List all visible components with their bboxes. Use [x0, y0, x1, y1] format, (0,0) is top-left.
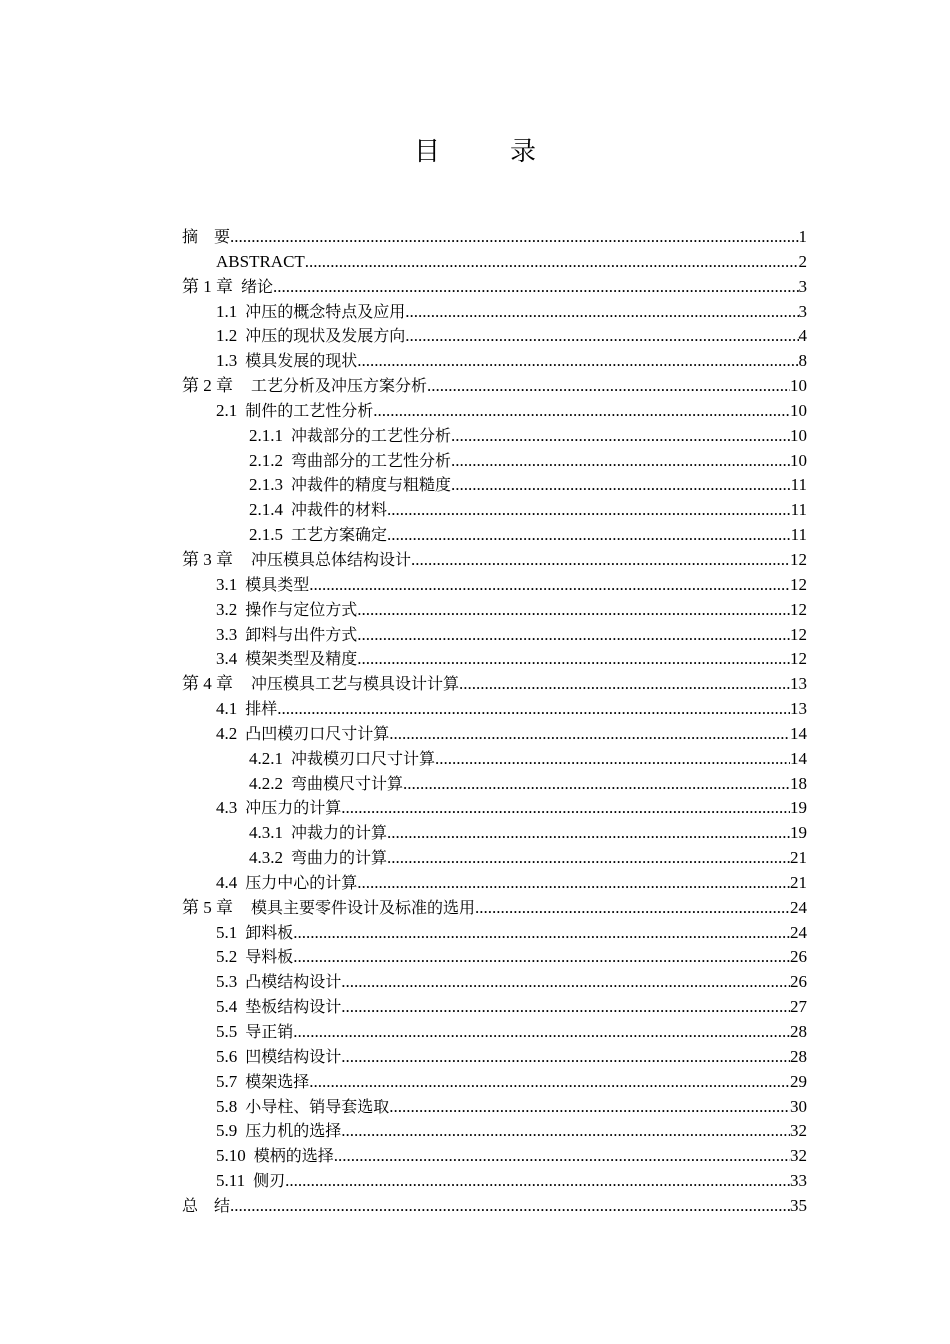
toc-entry-label: [216, 399, 373, 424]
toc-entry-label: [182, 374, 427, 399]
toc-entry-number: 5.7: [216, 1071, 238, 1091]
toc-entry-label: [182, 672, 459, 697]
toc-page-number: 12: [790, 574, 807, 594]
dot-leader: [293, 1020, 790, 1045]
toc-entry-number: 5.9: [216, 1121, 238, 1141]
toc-page-number: 3: [798, 301, 807, 321]
dot-leader: [305, 250, 799, 275]
toc-entry-label: [249, 747, 435, 772]
toc-entry-number: 第 2 章: [182, 376, 233, 396]
toc-page-number: 19: [790, 823, 807, 843]
toc-entry[interactable]: [182, 722, 807, 747]
dot-leader: [357, 623, 790, 648]
dot-leader: [451, 473, 791, 498]
toc-entry-number: 5.6: [216, 1046, 238, 1066]
toc-entry-number: 第 1 章: [182, 276, 233, 296]
toc-entry[interactable]: [182, 275, 807, 300]
toc-page-number: 12: [790, 624, 807, 644]
toc-page-number: 3: [798, 276, 807, 296]
toc-page-number: 21: [790, 872, 807, 892]
dot-leader: [341, 970, 790, 995]
toc-page-number: 2: [798, 251, 807, 271]
toc-entry[interactable]: [182, 1144, 807, 1169]
toc-entry-number: 5.3: [216, 972, 238, 992]
toc-entry[interactable]: [182, 623, 807, 648]
toc-entry-title: 冲裁力的计算: [291, 823, 388, 843]
toc-entry-label: [216, 647, 357, 672]
toc-entry-title: 卸料与出件方式: [245, 624, 358, 644]
toc-entry-label: [216, 697, 277, 722]
toc-page-number: 24: [790, 897, 807, 917]
toc-entry-title: 小导柱、销导套选取: [245, 1096, 390, 1116]
dot-leader: [451, 449, 790, 474]
toc-entry[interactable]: [182, 324, 807, 349]
toc-entry-number: 5.5: [216, 1022, 238, 1041]
toc-page-number: 27: [790, 997, 807, 1017]
toc-entry-number: 5.1: [216, 922, 238, 942]
toc-entry-number: 4.3.1: [249, 823, 283, 843]
toc-entry[interactable]: [182, 1020, 807, 1045]
toc-entry[interactable]: [182, 747, 807, 772]
toc-entry-title: 模具发展的现状: [245, 351, 358, 371]
dot-leader: [405, 324, 798, 349]
toc-entry-title: 工艺方案确定: [291, 525, 388, 545]
toc-entry-label: [249, 821, 387, 846]
toc-entry-title: 总 结: [182, 1195, 231, 1215]
toc-page-number: 4: [798, 326, 807, 346]
toc-entry-title: 操作与定位方式: [245, 599, 358, 619]
toc-entry[interactable]: [182, 995, 807, 1020]
toc-page-number: 10: [790, 425, 807, 445]
dot-leader: [387, 821, 790, 846]
toc-entry[interactable]: [182, 1070, 807, 1095]
toc-entry-label: [216, 300, 405, 325]
toc-page-number: 14: [790, 723, 807, 743]
toc-entry-label: [249, 772, 403, 797]
toc-entry-title: 冲裁件的精度与粗糙度: [291, 475, 452, 495]
toc-entry-label: [216, 945, 293, 970]
toc-entry-number: 4.2.2: [249, 773, 283, 793]
toc-page-number: 21: [790, 848, 807, 868]
toc-entry-number: 2.1.3: [249, 475, 283, 495]
toc-entry-title: 冲裁部分的工艺性分析: [291, 425, 452, 445]
toc-entry-label: [249, 424, 451, 449]
toc-entry-label: [216, 598, 357, 623]
toc-entry[interactable]: [182, 399, 807, 424]
toc-entry-number: 4.2: [216, 723, 238, 743]
toc-page-number: 14: [790, 748, 807, 768]
toc-entry-title: 模具类型: [245, 574, 310, 594]
dot-leader: [459, 672, 790, 697]
toc-entry[interactable]: [182, 921, 807, 946]
toc-entry-title: 卸料板: [245, 922, 294, 942]
toc-entry-title: 压力中心的计算: [245, 872, 358, 892]
toc-page-number: 29: [790, 1071, 807, 1091]
toc-entry-label: [216, 573, 309, 598]
toc-entry-number: 2.1: [216, 400, 238, 420]
dot-leader: [293, 945, 790, 970]
toc-entry-number: 3.3: [216, 624, 238, 644]
dot-leader: [387, 498, 791, 523]
toc-entry-label: [249, 473, 451, 498]
dot-leader: [387, 846, 790, 871]
toc-entry-label: [216, 970, 341, 995]
toc-entry-title: 摘 要: [182, 227, 231, 246]
toc-entry-number: 第 3 章: [182, 549, 233, 569]
toc-entry[interactable]: [182, 1119, 807, 1144]
dot-leader: [293, 921, 790, 946]
toc-entry-label: [216, 995, 341, 1020]
toc-entry-title: 排样: [245, 699, 278, 719]
toc-entry-label: [216, 722, 389, 747]
toc-entry[interactable]: [182, 225, 807, 250]
toc-page-number: 26: [790, 947, 807, 967]
toc-entry-number: 5.8: [216, 1096, 238, 1116]
toc-entry[interactable]: [182, 846, 807, 871]
toc-page-number: 33: [790, 1171, 807, 1191]
dot-leader: [357, 647, 790, 672]
dot-leader: [230, 225, 798, 250]
toc-entry-number: 3.1: [216, 574, 238, 594]
toc-entry-label: [216, 250, 305, 275]
toc-entry-title: 导料板: [245, 947, 294, 967]
dot-leader: [387, 523, 791, 548]
toc-entry-title: 冲压模具工艺与模具设计计算: [251, 674, 460, 694]
toc-entry[interactable]: [182, 821, 807, 846]
toc-entry-label: [182, 896, 475, 921]
dot-leader: [277, 697, 790, 722]
toc-entry-number: 4.3: [216, 798, 238, 818]
toc-entry-title: 凸凹模刃口尺寸计算: [245, 723, 390, 743]
toc-page-number: 1: [798, 227, 807, 246]
toc-entry-number: 4.1: [216, 699, 238, 719]
toc-page-number: 11: [790, 500, 807, 520]
toc-page-number: 10: [790, 450, 807, 470]
toc-entry-title: 弯曲模尺寸计算: [291, 773, 404, 793]
toc-page-number: 12: [790, 599, 807, 619]
toc-entry-label: [216, 349, 357, 374]
toc-entry[interactable]: [182, 498, 807, 523]
toc-entry-number: 2.1.5: [249, 525, 283, 545]
toc-entry-label: [182, 275, 273, 300]
toc-entry[interactable]: [182, 1095, 807, 1120]
toc-entry-label: [249, 846, 387, 871]
toc-entry-label: [216, 1020, 293, 1045]
dot-leader: [341, 1119, 790, 1144]
toc-entry-title: 制件的工艺性分析: [245, 400, 374, 420]
toc-page-number: 26: [790, 972, 807, 992]
toc-entry-label: [182, 548, 411, 573]
dot-leader: [405, 300, 798, 325]
dot-leader: [309, 573, 790, 598]
toc-entry-label: [182, 1194, 230, 1219]
toc-entry[interactable]: [182, 772, 807, 797]
toc-entry-number: 3.4: [216, 649, 238, 669]
toc-entry-title: 冲裁模刃口尺寸计算: [291, 748, 436, 768]
toc-entry-label: [216, 1070, 309, 1095]
toc-page-number: 32: [790, 1121, 807, 1141]
dot-leader: [357, 598, 790, 623]
page-title: 目 录: [413, 137, 558, 167]
toc-entry-title: 弯曲力的计算: [291, 848, 388, 868]
toc-entry-title: 侧刃: [253, 1171, 286, 1191]
toc-entry[interactable]: [182, 523, 807, 548]
toc-entry-title: 冲裁件的材料: [291, 500, 388, 520]
toc-entry-title: 冲压的概念特点及应用: [245, 301, 406, 321]
toc-entry-title: 冲压的现状及发展方向: [245, 326, 406, 346]
toc-entry-title: 工艺分析及冲压方案分析: [251, 376, 428, 396]
toc-entry-label: [216, 1119, 341, 1144]
toc-page-number: 35: [790, 1195, 807, 1215]
dot-leader: [411, 548, 790, 573]
dot-leader: [334, 1144, 790, 1169]
toc-page-number: 10: [790, 376, 807, 396]
dot-leader: [403, 772, 790, 797]
toc-entry-number: 5.11: [216, 1171, 246, 1191]
toc-entry[interactable]: [182, 1169, 807, 1194]
dot-leader: [389, 722, 790, 747]
dot-leader: [285, 1169, 790, 1194]
dot-leader: [389, 1095, 790, 1120]
toc-entry[interactable]: [182, 374, 807, 399]
toc-page-number: 8: [798, 351, 807, 371]
toc-entry-number: 4.2.1: [249, 748, 283, 768]
toc-page-number: 28: [790, 1022, 807, 1041]
toc-entry-title: 凸模结构设计: [245, 972, 342, 992]
toc-entry-label: [216, 796, 341, 821]
toc-page-number: 10: [790, 400, 807, 420]
toc-entry[interactable]: [182, 449, 807, 474]
toc-entry-label: [216, 1169, 285, 1194]
toc-entry-title: 模具主要零件设计及标准的选用: [251, 897, 476, 917]
dot-leader: [341, 995, 790, 1020]
toc-entry[interactable]: [182, 349, 807, 374]
toc-page-number: 12: [790, 549, 807, 569]
table-of-contents: [182, 225, 807, 1219]
toc-entry-number: 4.4: [216, 872, 238, 892]
dot-leader: [230, 1194, 790, 1219]
toc-entry-label: [182, 225, 230, 250]
toc-entry-number: 第 5 章: [182, 897, 233, 917]
toc-entry[interactable]: [182, 300, 807, 325]
toc-entry-number: 5.2: [216, 947, 238, 967]
toc-entry-title: 模柄的选择: [253, 1146, 334, 1166]
toc-page-number: 24: [790, 922, 807, 942]
toc-entry-title: 凹模结构设计: [245, 1046, 342, 1066]
toc-page-number: 28: [790, 1046, 807, 1066]
toc-entry-number: 5.4: [216, 997, 238, 1017]
toc-entry-number: 3.2: [216, 599, 238, 619]
toc-entry-title: 绪论: [241, 276, 274, 296]
toc-entry-title: 导正销: [245, 1022, 294, 1041]
toc-entry-title: 冲压模具总体结构设计: [251, 549, 412, 569]
toc-entry[interactable]: [182, 896, 807, 921]
toc-entry-title: 垫板结构设计: [245, 997, 342, 1017]
toc-entry[interactable]: [182, 647, 807, 672]
dot-leader: [373, 399, 790, 424]
toc-entry-number: 1.2: [216, 326, 238, 346]
dot-leader: [435, 747, 790, 772]
toc-entry-label: [216, 871, 357, 896]
dot-leader: [341, 796, 790, 821]
dot-leader: [273, 275, 798, 300]
toc-page-number: 12: [790, 649, 807, 669]
toc-entry-title: 模架选择: [245, 1071, 310, 1091]
toc-entry-number: 1.1: [216, 301, 238, 321]
toc-entry-number: 2.1.1: [249, 425, 283, 445]
dot-leader: [451, 424, 790, 449]
toc-entry-title: ABSTRACT: [216, 251, 305, 271]
toc-entry-label: [216, 1095, 389, 1120]
toc-page-number: 19: [790, 798, 807, 818]
toc-entry-number: 2.1.2: [249, 450, 283, 470]
toc-entry-title: 模架类型及精度: [245, 649, 358, 669]
toc-entry-label: [216, 324, 405, 349]
toc-entry-number: 第 4 章: [182, 674, 233, 694]
toc-entry-number: 2.1.4: [249, 500, 283, 520]
toc-entry-title: 弯曲部分的工艺性分析: [291, 450, 452, 470]
dot-leader: [427, 374, 790, 399]
dot-leader: [341, 1045, 790, 1070]
toc-page-number: 11: [790, 525, 807, 545]
toc-entry-number: 1.3: [216, 351, 238, 371]
dot-leader: [309, 1070, 790, 1095]
toc-entry-label: [216, 623, 357, 648]
toc-page-number: 32: [790, 1146, 807, 1166]
toc-page-number: 18: [790, 773, 807, 793]
toc-entry[interactable]: [182, 473, 807, 498]
toc-entry[interactable]: [182, 1045, 807, 1070]
toc-entry-number: 4.3.2: [249, 848, 283, 868]
toc-page-number: 13: [790, 699, 807, 719]
dot-leader: [357, 871, 790, 896]
toc-entry[interactable]: [182, 796, 807, 821]
dot-leader: [357, 349, 798, 374]
toc-entry-label: [249, 498, 387, 523]
toc-entry[interactable]: [182, 573, 807, 598]
toc-entry-label: [216, 1144, 334, 1169]
toc-entry-title: 冲压力的计算: [245, 798, 342, 818]
toc-entry[interactable]: [182, 672, 807, 697]
toc-entry-number: 5.10: [216, 1146, 246, 1166]
toc-entry-label: [216, 1045, 341, 1070]
toc-entry[interactable]: [182, 945, 807, 970]
toc-entry-title: 压力机的选择: [245, 1121, 342, 1141]
toc-page-number: 30: [790, 1096, 807, 1116]
toc-entry[interactable]: [182, 548, 807, 573]
toc-entry-label: [216, 921, 293, 946]
toc-entry[interactable]: [182, 250, 807, 275]
dot-leader: [475, 896, 790, 921]
toc-page-number: 11: [790, 475, 807, 495]
toc-entry[interactable]: [182, 697, 807, 722]
toc-entry[interactable]: [182, 871, 807, 896]
toc-entry-label: [249, 449, 451, 474]
toc-entry-label: [249, 523, 387, 548]
toc-page-number: 13: [790, 674, 807, 694]
toc-entry[interactable]: [182, 598, 807, 623]
toc-entry[interactable]: [182, 970, 807, 995]
toc-entry[interactable]: [182, 1194, 807, 1219]
toc-entry[interactable]: [182, 424, 807, 449]
